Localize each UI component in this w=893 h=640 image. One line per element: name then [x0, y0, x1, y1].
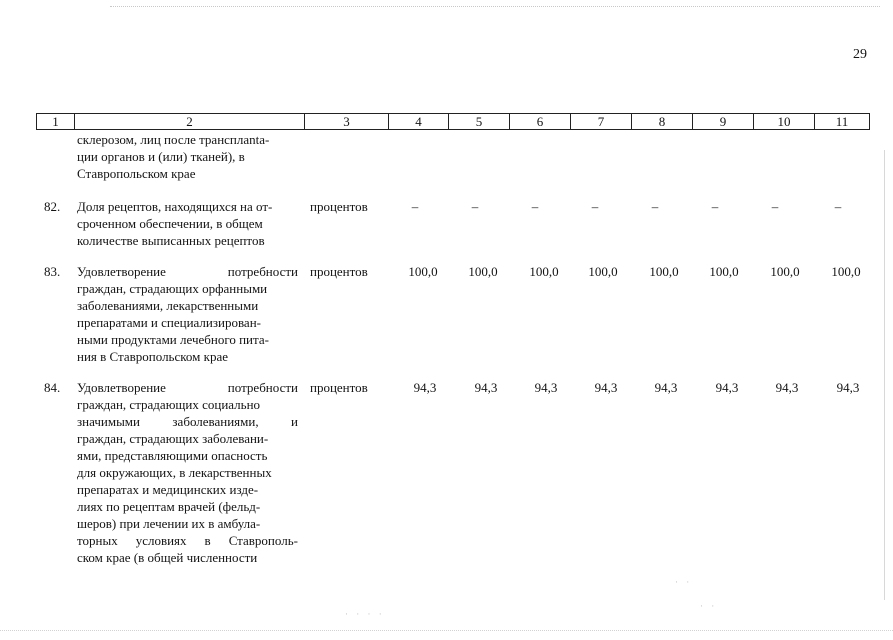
text-line: шеров) при лечении их в амбула-	[77, 516, 261, 531]
header-col-8: 8	[632, 114, 693, 129]
scan-speck: · ·	[675, 577, 693, 587]
value-cell: 94,3	[474, 380, 498, 395]
text-line: Ставропольском крае	[77, 166, 196, 181]
unit-cell: процентов	[310, 380, 368, 395]
text-line: ском крае (в общей численности	[77, 550, 258, 565]
word: торных	[77, 533, 118, 548]
value-cell: 100,0	[649, 264, 679, 279]
value-cell: 100,0	[770, 264, 800, 279]
indicator-name-continuation	[77, 131, 298, 182]
scan-speck: · ·	[700, 601, 718, 611]
value-cell: 94,3	[534, 380, 558, 395]
value-cell: 94,3	[413, 380, 437, 395]
text-line: ными продуктами лечебного пита-	[77, 332, 269, 347]
header-col-9: 9	[693, 114, 754, 129]
text-line: граждан, страдающих заболевани-	[77, 431, 269, 446]
word: Удовлетворение	[77, 380, 166, 395]
value-cell: –	[711, 199, 719, 214]
row-number: 82.	[44, 199, 61, 214]
value-cell: –	[531, 199, 539, 214]
text-line: препаратах и медицинских изде-	[77, 482, 259, 497]
header-col-7: 7	[571, 114, 632, 129]
value-cell: –	[771, 199, 779, 214]
text-line: ния в Ставропольском крае	[77, 349, 228, 364]
header-col-11: 11	[835, 114, 849, 129]
value-cell: –	[411, 199, 419, 214]
unit-cell: процентов	[310, 264, 368, 279]
header-col-3: 3	[305, 114, 389, 129]
value-cell: 100,0	[529, 264, 559, 279]
header-col-5: 5	[449, 114, 510, 129]
table-header-row	[36, 113, 870, 130]
page-number: 29	[853, 47, 867, 62]
text-line: количестве выписанных рецептов	[77, 233, 265, 248]
value-cell: –	[591, 199, 599, 214]
indicator-name	[77, 379, 298, 566]
text-line	[77, 263, 298, 280]
value-cell: 94,3	[775, 380, 799, 395]
indicator-name	[77, 263, 298, 365]
value-cell: 94,3	[836, 380, 860, 395]
value-cell: 100,0	[408, 264, 438, 279]
text-line: граждан, страдающих социально	[77, 397, 261, 412]
scan-speck: · · · ·	[345, 609, 385, 619]
word: значимыми	[77, 414, 140, 429]
text-line	[77, 413, 298, 430]
text-line: склерозом, лиц после трансплanta-	[77, 132, 270, 147]
word: в	[204, 533, 211, 548]
text-line: лиях по рецептам врачей (фельд-	[77, 499, 261, 514]
row-number: 84.	[44, 380, 61, 395]
scan-edge-right	[884, 150, 885, 600]
text-line: ями, представляющими опасность	[77, 448, 268, 463]
word: потребности	[227, 380, 298, 395]
scan-edge-top	[110, 6, 880, 7]
header-col-2: 2	[75, 114, 305, 129]
row-number: 83.	[44, 264, 61, 279]
value-cell: –	[471, 199, 479, 214]
header-col-1: 1	[37, 114, 75, 129]
scan-edge-bottom	[0, 630, 893, 631]
header-col-10: 10	[754, 114, 815, 129]
unit-cell: процентов	[310, 199, 368, 214]
value-cell: 100,0	[709, 264, 739, 279]
text-line	[77, 379, 298, 396]
indicator-name	[77, 198, 298, 249]
value-cell: –	[834, 199, 842, 214]
word: заболеваниями,	[172, 414, 259, 429]
text-line	[77, 532, 298, 549]
header-col-4: 4	[389, 114, 449, 129]
header-col-6: 6	[510, 114, 571, 129]
word: потребности	[227, 264, 298, 279]
text-line: препаратами и специализирован-	[77, 315, 261, 330]
text-line: Доля рецептов, находящихся на от-	[77, 199, 273, 214]
word: Удовлетворение	[77, 264, 166, 279]
text-line: ции органов и (или) тканей), в	[77, 149, 245, 164]
word: Ставрополь-	[228, 533, 298, 548]
value-cell: 100,0	[831, 264, 861, 279]
word: условиях	[135, 533, 187, 548]
value-cell: 94,3	[715, 380, 739, 395]
value-cell: 94,3	[594, 380, 618, 395]
text-line: для окружающих, в лекарственных	[77, 465, 272, 480]
text-line: граждан, страдающих орфанными	[77, 281, 268, 296]
text-line: заболеваниями, лекарственными	[77, 298, 259, 313]
value-cell: 100,0	[468, 264, 498, 279]
value-cell: 94,3	[654, 380, 678, 395]
word: и	[291, 414, 298, 429]
text-line: сроченном обеспечении, в общем	[77, 216, 263, 231]
value-cell: –	[651, 199, 659, 214]
value-cell: 100,0	[588, 264, 618, 279]
